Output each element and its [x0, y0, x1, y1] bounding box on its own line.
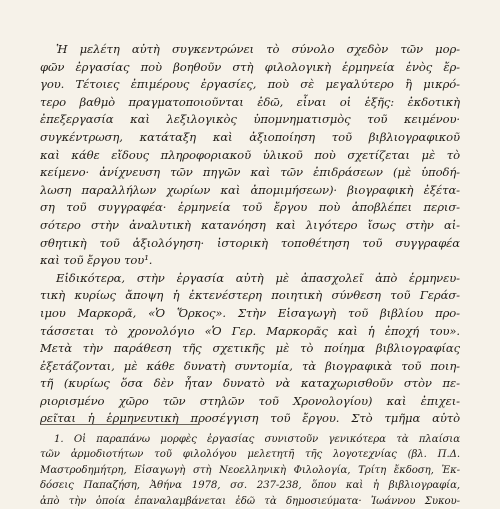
body-line: ριορισμένο χῶρο τῶν στηλῶν τοῦ Χρονολογίου) καὶ ἐπιχει-	[40, 393, 460, 408]
body-line: ἐπεξεργασία καὶ λεξιλογικὸς ὑπομνηματισμὸς τοῦ κειμένου·	[40, 112, 460, 127]
footnote-line: τῶν ἁρμοδιοτήτων τοῦ φιλολόγου μελετητῆ τῆς λογοτεχνίας (βλ. Π.Δ.	[40, 449, 460, 461]
body-line: Εἰδικότερα, στὴν ἐργασία αὐτὴ μὲ ἀπασχολεῖ ἀπὸ ἑρμηνευ-	[56, 270, 460, 285]
footnote	[40, 432, 460, 509]
body-line: συγκέντρωση, κατάταξη καὶ ἀξιοποίηση τοῦ βιβλιογραφικοῦ	[40, 129, 460, 144]
body-line: φῶν ἐργασίας ποὺ βοηθοῦν στὴ φιλολογικὴ ἑρμηνεία ἑνὸς ἔρ-	[40, 59, 460, 74]
body-text	[40, 41, 460, 428]
body-line: καὶ κάθε εἴδους πληροφοριακοῦ ὑλικοῦ ποὺ σχετίζεται μὲ τὸ	[40, 147, 460, 162]
body-line: Μετὰ τὴν παράθεση τῆς σχετικῆς μὲ τὸ ποίημα βιβλιογραφίας	[40, 341, 460, 356]
body-line: κείμενο· ἀνίχνευση τῶν πηγῶν καὶ τῶν ἐπιδράσεων (μὲ ὑποδή-	[40, 165, 460, 180]
body-line: καὶ τοῦ ἔργου του¹.	[40, 253, 153, 268]
body-line: σθητικὴ τοῦ ἀξιολόγηση· ἱστορικὴ τοποθέτηση τοῦ συγγραφέα	[40, 235, 460, 250]
body-line: ιμου Μαρκορᾶ, «Ὁ Ὅρκος». Στὴν Εἰσαγωγὴ τοῦ βιβλίου προ-	[40, 305, 460, 320]
footnote-divider	[40, 424, 200, 425]
body-line: ἐξετάζονται, μὲ κάθε δυνατὴ συντομία, τὰ βιογραφικὰ τοῦ ποιη-	[40, 358, 460, 373]
footnote-line: δόσεις Παπαζήση, Ἀθήνα 1978, σσ. 237-238, ὅπου καὶ ἡ βιβλιογραφία,	[40, 480, 460, 492]
footnote-line: Μαστροδημήτρη, Εἰσαγωγὴ στὴ Νεοελληνικὴ Φιλολογία, Τρίτη ἔκδοση, Ἐκ-	[40, 464, 460, 476]
body-line: ση τοῦ συγγραφέα· ἑρμηνεία τοῦ ἔργου ποὺ ἀποβλέπει περισ-	[40, 200, 460, 215]
body-line: τῆ (κυρίως ὅσα δὲν ἦταν δυνατὸ νὰ καταχωρισθοῦν στὸν πε-	[40, 376, 460, 391]
body-line: τερο βαθμὸ πραγματοποιοῦνται ἐδῶ, εἶναι οἱ ἑξῆς: ἐκδοτικὴ	[40, 94, 460, 109]
body-line: γου. Τέτοιες ἐπιμέρους ἐργασίες, ποὺ σὲ μεγαλύτερο ἢ μικρό-	[40, 77, 460, 92]
footnote-line: ἀπὸ τὴν ὁποία ἐπαναλαμβάνεται ἐδῶ τὰ δημοσιεύματα· Ἰωάννου Συκου-	[40, 495, 460, 507]
footnote-line: 1. Οἱ παραπάνω μορφὲς ἐργασίας συνιστοῦν γενικότερα τὰ πλαίσια	[54, 434, 460, 445]
body-line: σότερο στὴν ἀναλυτικὴ κατανόηση καὶ λιγότερο ἴσως στὴν αἰ-	[40, 217, 460, 232]
body-line: τικὴ κυρίως ἄποψη ἡ ἐκτενέστερη ποιητικὴ σύνθεση τοῦ Γεράσ-	[40, 288, 460, 303]
body-line: λωση παραλλήλων χωρίων καὶ ἀπομιμήσεων)· βιογραφικὴ ἐξέτα-	[40, 182, 460, 197]
body-line: ρεῖται ἡ ἑρμηνευτικὴ προσέγγιση τοῦ ἔργου. Στὸ τμῆμα αὐτὸ	[40, 411, 460, 426]
body-line: Ἡ μελέτη αὐτὴ συγκεντρώνει τὸ σύνολο σχεδὸν τῶν μορ-	[56, 42, 460, 56]
body-line: τάσσεται τὸ χρονολόγιο «Ὁ Γερ. Μαρκορᾶς καὶ ἡ ἐποχή του».	[40, 323, 460, 338]
